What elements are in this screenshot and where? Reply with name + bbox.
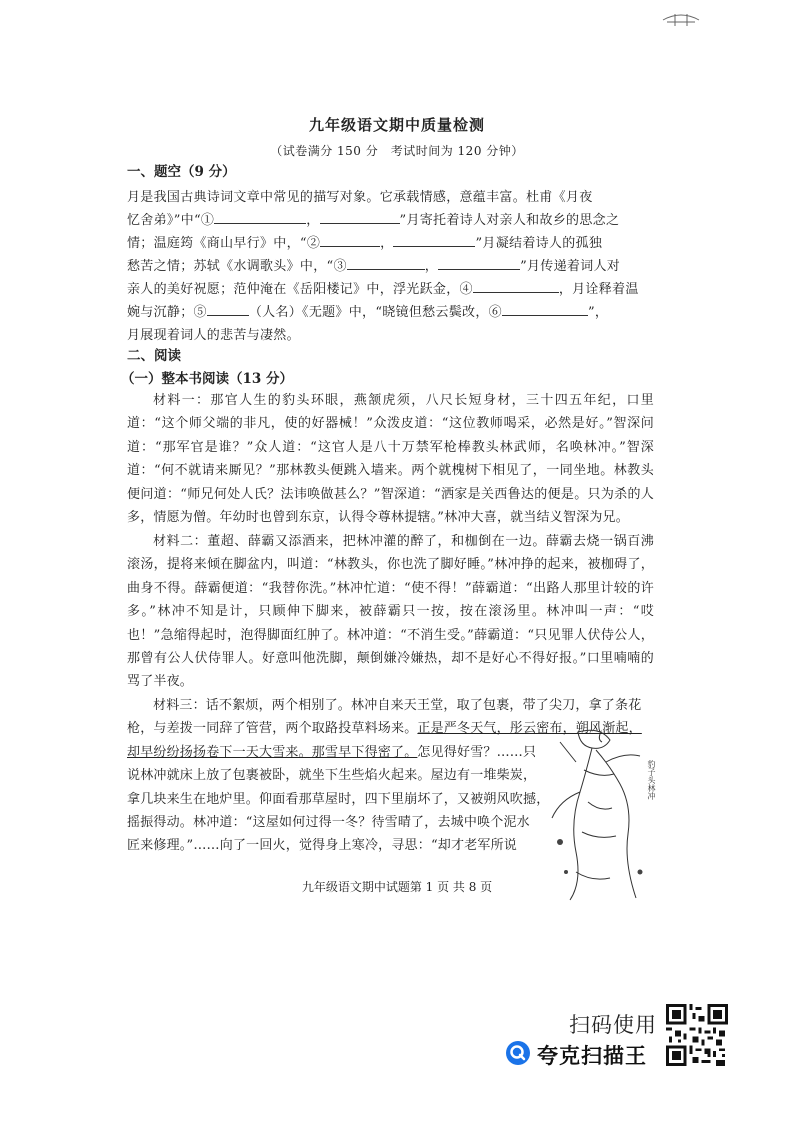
fill-line-1: 月是我国古典诗词文章中常见的描写对象。它承载情感，意蕴丰富。杜甫《月夜 [127,190,593,205]
section2-subheading: （一）整本书阅读（13 分） [121,371,293,387]
material-3: 材料三：话不絮烦，两个相别了。林冲自来天王堂，取了包裹，带了尖刀，拿了条花 枪，与差拨一同辞了管营，两个取路投草料场来。正是严冬天气，彤云密布，朔风渐起， 却早纷纷扬扬卷下一天大雪来。那雪早下得密了。怎见得好雪？……只 说林冲就床上放了包裹被卧，就坐下生些焰火起来。屋边有一堆柴炭， 拿几块来生在地炉里。仰面看那草屋时，四下里崩坏了，又被朔风吹撼， 摇振得动。林冲道：“这屋如何过得一冬？待雪晴了，去城中唤个泥水 匠来修理。”……向了一回火，觉得身上寒冷，寻思：“却才老军所说 [127,698,642,854]
lin-chong-illustration [540,722,658,902]
fill-line-5: 亲人的美好祝愿；范仲淹在《岳阳楼记》中，浮光跃金，④ ，月诠释着温 [127,278,639,297]
underlined-text-1: 正是严冬天气，彤云密布，朔风渐起， [417,721,642,737]
blank-3a[interactable] [347,256,425,270]
qr-code-icon[interactable] [666,1004,728,1066]
blank-4[interactable] [473,279,559,293]
blank-5[interactable] [207,302,249,316]
fill-line-4: 愁苦之情；苏轼《水调歌头》中，“③ ， ”月传递着词人对 [127,255,620,274]
quark-logo-icon [505,1040,531,1066]
blank-2a[interactable] [320,233,380,247]
fill-line-6: 婉与沉静；⑤ （人名）《无题》中，“晓镜但愁云鬓改，⑥ ”， [127,301,608,320]
fill-line-2: 忆舍弟》”中“① ， ”月寄托着诗人对亲人和故乡的思念之 [127,209,619,228]
illustration-caption: 豹子头林冲 [647,760,656,800]
underlined-text-2: 却早纷纷扬扬卷下一天大雪来。那雪早下得密了。 [127,744,418,760]
blank-1b[interactable] [320,210,400,224]
watermark-brand: 夸克扫描王 [537,1044,647,1068]
material-2: 材料二：董超、薛霸又添酒来，把林冲灌的醉了，和枷倒在一边。薛霸去烧一锅百沸滚汤，提将来倾在脚盆内，叫道：“林教头，你也洗了脚好睡。”林冲挣的起来，被枷碍了，曲身不得。薛霸便道：“我替你洗。”林冲忙道：“使不得！”薛霸道：“出路人那里计较的许多。”林冲不知是计，只顾伸下脚来，被薛霸只一按，按在滚汤里。林冲叫一声：“哎也！”急缩得起时，泡得脚面红肿了。林冲道：“不消生受。”薛霸道：“只见罪人伏侍公人，那曾有公人伏侍罪人。好意叫他洗脚，颠倒嫌冷嫌热，却不是好心不得好报。”口里喃喃的骂了半夜。 [127,534,654,690]
page-subtitle: （试卷满分 150 分 考试时间为 120 分钟） [270,144,524,158]
blank-1a[interactable] [214,210,306,224]
material-1: 材料一：那官人生的豹头环眼，燕颔虎须，八尺长短身材，三十四五年纪，口里道：“这个师父端的非凡，使的好器械！”众泼皮道：“这位教师喝采，必然是好。”智深问道：“那军官是谁？”众人道：“这官人是八十万禁军枪棒教头林武师，名唤林冲。”智深道：“何不就请来厮见？”那林教头便跳入墙来。两个就槐树下相见了，一同坐地。林教头便问道：“师兄何处人氏？法讳唤做甚么？”智深道：“洒家是关西鲁达的便是。只为杀的人多，情愿为僧。年幼时也曾到东京，认得令尊林提辖。”林冲大喜，就当结义智深为兄。 [127,393,654,526]
blank-6[interactable] [502,302,588,316]
watermark-scan-text: 扫码使用 [569,1013,657,1037]
page-title: 九年级语文期中质量检测 [308,116,485,134]
page-footer: 九年级语文期中试题第 1 页 共 8 页 [301,880,493,894]
blank-3b[interactable] [438,256,520,270]
fill-line-7: 月展现着词人的悲苦与凄然。 [127,328,300,343]
blank-2b[interactable] [393,233,475,247]
header-mark [661,8,701,28]
section1-heading: 一、题空（9 分） [127,164,236,180]
fill-line-3: 情；温庭筠《商山早行》中，“② ， ”月凝结着诗人的孤独 [127,232,602,251]
section2-heading: 二、阅读 [127,348,181,364]
